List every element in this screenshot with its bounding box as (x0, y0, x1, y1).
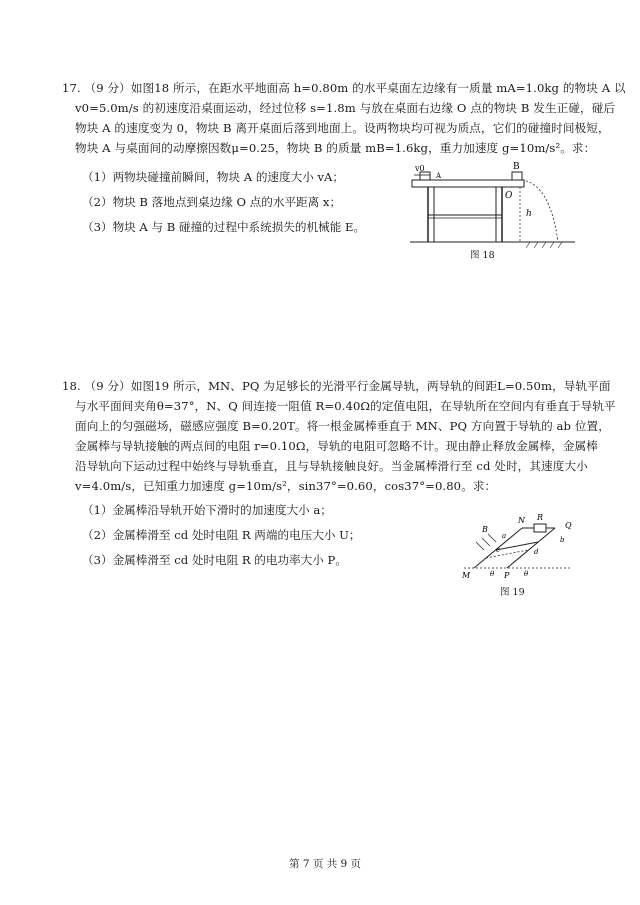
svg-text:b: b (560, 536, 565, 544)
resistor-r (534, 524, 546, 532)
svg-text:B: B (482, 525, 488, 534)
figure-18-caption: 图 18 (470, 250, 495, 261)
label-v0: v0 (415, 164, 425, 173)
svg-text:Q: Q (565, 521, 572, 530)
svg-text:R: R (537, 513, 544, 522)
q18-line-6: v=4.0m/s，已知重力加速度 g=10m/s²，sin37°=0.60，cos37°=0.80。求： (75, 479, 497, 493)
block-a (420, 172, 430, 180)
q18-line-2: 与水平面间夹角θ=37°，N、Q 间连接一阻值 R=0.40Ω的定值电阻，在导轨所在空间内有垂直于导轨平 (75, 399, 616, 413)
label-a: A (436, 172, 442, 180)
q17-line-4: 物块 A 与桌面间的动摩擦因数μ=0.25，物块 B 的质量 mB=1.6kg，重力加速度 g=10m/s²。求： (75, 141, 596, 155)
q17-line-1: 17. （9 分）如图18 所示，在距水平地面高 h=0.80m 的水平桌面左边缘有一质量 mA=1.0kg 的物块 A 以 (62, 81, 626, 95)
label-b: B (513, 162, 520, 172)
q18-line-3: 面向上的匀强磁场，磁感应强度 B=0.20T。将一根金属棒垂直于 MN、PQ 方向置于导轨的 ab 位置， (75, 419, 610, 433)
figure-18 (400, 160, 590, 270)
bar-ab (496, 542, 538, 550)
table-top (412, 180, 524, 187)
figure-19-caption: 图 19 (500, 587, 525, 598)
svg-text:P: P (504, 571, 510, 580)
figure-19 (452, 508, 592, 588)
label-h: h (526, 209, 532, 219)
q18-line-5: 沿导轨向下运动过程中始终与导轨垂直，且与导轨接触良好。当金属棒滑行至 cd 处时，其速度大小 (75, 459, 588, 473)
q18-line-4: 金属棒与导轨接触的两点间的电阻 r=0.10Ω，导轨的电阻可忽略不计。现由静止释放金属棒，金属棒 (75, 439, 598, 453)
svg-text:a: a (502, 532, 507, 540)
q18-sub-3: （3）金属棒滑至 cd 处时电阻 R 的电功率大小 P。 (82, 553, 347, 567)
svg-text:M: M (462, 571, 471, 580)
q17-sub-2: （2）物块 B 落地点到桌边缘 O 点的水平距离 x； (82, 195, 342, 209)
svg-text:θ: θ (524, 570, 529, 578)
q17-sub-1: （1）两物块碰撞前瞬间，物块 A 的速度大小 vA； (82, 170, 345, 184)
label-o: O (505, 191, 513, 201)
svg-text:c: c (496, 546, 500, 554)
q18-line-1: 18. （9 分）如图19 所示，MN、PQ 为足够长的光滑平行金属导轨，两导轨的间距L=0.50m，导轨平面 (62, 379, 611, 393)
q18-sub-2: （2）金属棒滑至 cd 处时电阻 R 两端的电压大小 U； (82, 528, 361, 542)
q17-sub-3: （3）物块 A 与 B 碰撞的过程中系统损失的机械能 E。 (82, 220, 366, 234)
page-footer: 第 7 页 共 9 页 (289, 858, 362, 870)
q17-line-3: 物块 A 的速度变为 0，物块 B 离开桌面后落到地面上。设两物块均可视为质点，它们的碰撞时间极短， (75, 121, 610, 135)
q17-line-2: v0=5.0m/s 的初速度沿桌面运动，经过位移 s=1.8m 与放在桌面右边缘 O 点的物块 B 发生正碰，碰后 (75, 101, 616, 115)
svg-text:θ: θ (490, 570, 495, 578)
block-b (512, 172, 522, 180)
svg-text:N: N (518, 516, 525, 525)
svg-text:d: d (534, 548, 539, 556)
q18-sub-1: （1）金属棒沿导轨开始下滑时的加速度大小 a； (82, 503, 332, 517)
bar-cd (486, 550, 528, 558)
